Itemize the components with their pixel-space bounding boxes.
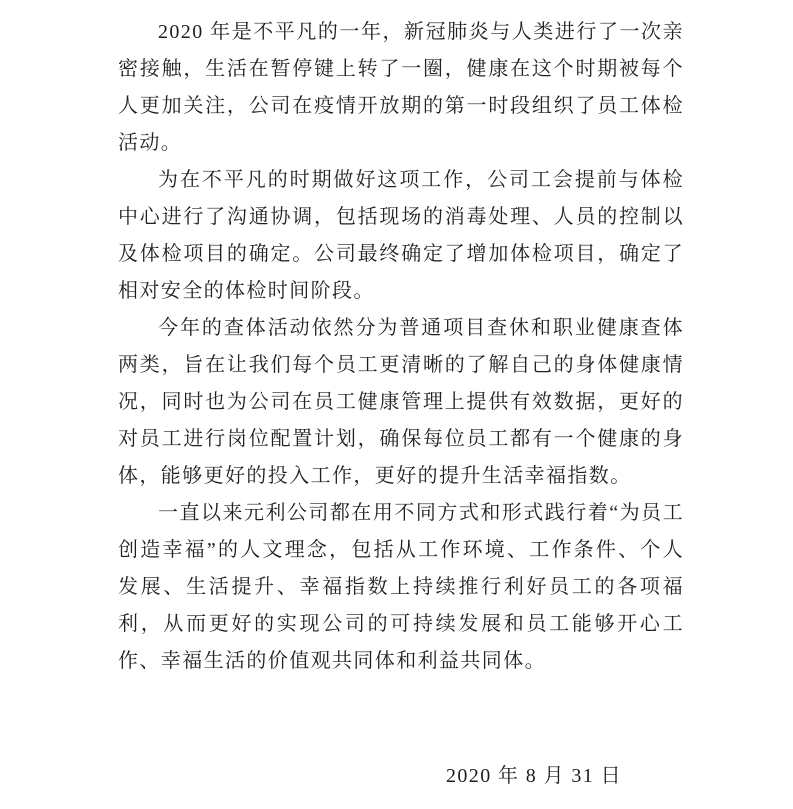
document-body bbox=[118, 14, 684, 680]
paragraph-company-values: 一直以来元利公司都在用不同方式和形式践行着“为员工创造幸福”的人文理念，包括从工作环境、工作条件、个人发展、生活提升、幸福指数上持续推行利好员工的各项福利，从而更好的实现公司的可持续发展和员工能够开心工作、幸福生活的价值观共同体和利益共同体。 bbox=[118, 502, 684, 672]
paragraph-intro: 2020 年是不平凡的一年，新冠肺炎与人类进行了一次亲密接触，生活在暂停键上转了一圈，健康在这个时期被每个人更加关注，公司在疫情开放期的第一时段组织了员工体检活动。 bbox=[118, 21, 684, 154]
paragraph-preparation: 为在不平凡的时期做好这项工作，公司工会提前与体检中心进行了沟通协调，包括现场的消毒处理、人员的控制以及体检项目的确定。公司最终确定了增加体检项目，确定了相对安全的体检时间阶段。 bbox=[118, 169, 684, 302]
date-line: 2020 年 8 月 31 日 bbox=[446, 765, 622, 787]
paragraph-checkup-types: 今年的查体活动依然分为普通项目查休和职业健康查体两类，旨在让我们每个员工更清晰的了解自己的身体健康情况，同时也为公司在员工健康管理上提供有效数据，更好的对员工进行岗位配置计划，确保每位员工都有一个健康的身体，能够更好的投入工作，更好的提升生活幸福指数。 bbox=[118, 317, 684, 487]
